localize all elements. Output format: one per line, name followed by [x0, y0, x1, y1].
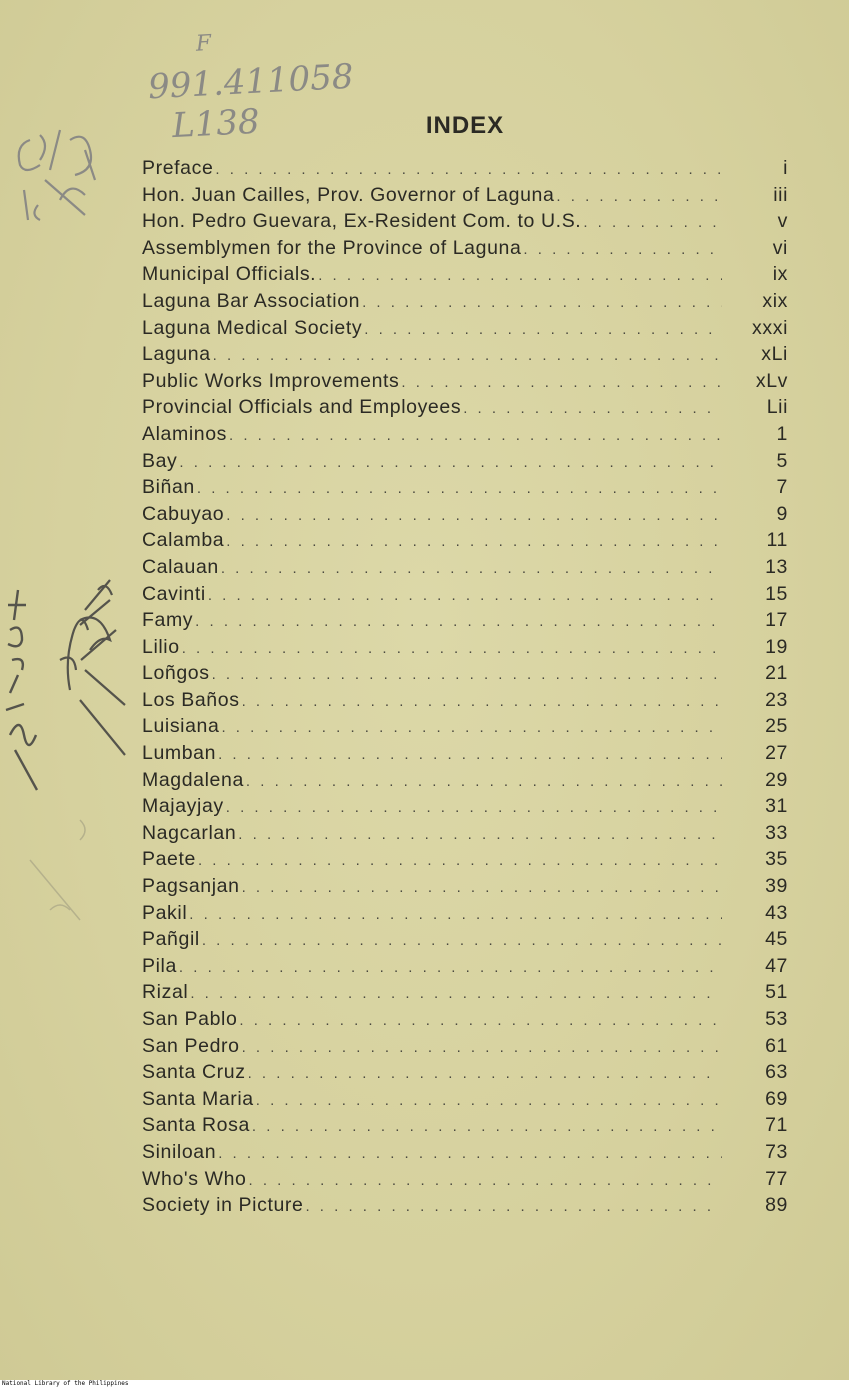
- dot-leader: [318, 263, 722, 290]
- index-entry: [142, 846, 788, 873]
- dot-leader: [523, 237, 722, 264]
- entry-label: Lilio: [142, 635, 180, 658]
- entry-page-number: 1: [776, 422, 788, 445]
- entry-label: Santa Rosa: [142, 1114, 250, 1137]
- table-of-contents: [142, 155, 788, 1219]
- dot-leader: [242, 1035, 722, 1062]
- dot-leader: [256, 1088, 722, 1115]
- index-entry: [142, 687, 788, 714]
- entry-label: San Pablo: [142, 1008, 238, 1030]
- entry-label: Santa Maria: [142, 1087, 254, 1110]
- entry-label: Luisiana: [142, 715, 220, 738]
- index-entry: [142, 1112, 788, 1139]
- entry-label: Society in Picture: [142, 1194, 304, 1217]
- dot-leader: [179, 955, 722, 982]
- dot-leader: [190, 981, 722, 1008]
- entry-label: Provincial Officials and Employees: [142, 396, 462, 419]
- call-number-line-1: F: [195, 31, 212, 57]
- entry-page-number: ix: [772, 263, 788, 286]
- entry-page-number: 89: [765, 1194, 788, 1217]
- entry-label: Public Works Improvements: [142, 369, 400, 392]
- entry-page-number: 7: [776, 476, 788, 499]
- entry-page-number: i: [783, 157, 788, 179]
- entry-page-number: xxxi: [752, 316, 788, 339]
- entry-label: Lumban: [142, 742, 217, 765]
- index-entry: [142, 208, 788, 235]
- entry-page-number: 35: [765, 848, 788, 871]
- entry-label: Los Baños: [142, 688, 240, 711]
- entry-page-number: 15: [765, 582, 788, 605]
- entry-page-number: 21: [765, 662, 788, 685]
- dot-leader: [226, 503, 722, 530]
- faint-pencil-marks: [10, 810, 110, 930]
- entry-label: Laguna Medical Society: [142, 316, 363, 339]
- entry-page-number: 53: [765, 1008, 788, 1030]
- entry-label: Bay: [142, 449, 178, 472]
- index-entry: [142, 1006, 788, 1033]
- entry-label: Majayjay: [142, 795, 224, 818]
- dot-leader: [226, 529, 722, 556]
- index-entry: [142, 394, 788, 421]
- entry-label: Magdalena: [142, 768, 244, 791]
- entry-page-number: 61: [765, 1034, 788, 1057]
- entry-page-number: 23: [765, 688, 788, 711]
- index-entry: [142, 767, 788, 794]
- index-entry: [142, 740, 788, 767]
- index-entry: [142, 873, 788, 900]
- entry-label: Calamba: [142, 529, 225, 552]
- entry-label: Paete: [142, 848, 196, 871]
- dot-leader: [239, 1008, 722, 1035]
- entry-page-number: v: [777, 210, 788, 233]
- index-entry: [142, 261, 788, 288]
- entry-page-number: 17: [765, 609, 788, 632]
- dot-leader: [305, 1194, 722, 1221]
- index-entry: [142, 474, 788, 501]
- dot-leader: [229, 423, 722, 450]
- index-entry: [142, 368, 788, 395]
- index-entry: [142, 607, 788, 634]
- dot-leader: [556, 184, 722, 211]
- index-entry: [142, 155, 788, 182]
- entry-page-number: 29: [765, 768, 788, 791]
- dot-leader: [252, 1114, 722, 1141]
- entry-page-number: Lii: [766, 396, 788, 419]
- entry-label: Assemblymen for the Province of Laguna: [142, 236, 522, 259]
- entry-page-number: 77: [765, 1167, 788, 1190]
- index-entry: [142, 1033, 788, 1060]
- index-entry: [142, 421, 788, 448]
- index-entry: [142, 315, 788, 342]
- entry-label: Hon. Juan Cailles, Prov. Governor of Laguna: [142, 183, 555, 206]
- entry-page-number: vi: [772, 236, 788, 259]
- call-number-line-2: 991.411058: [147, 56, 355, 108]
- dot-leader: [202, 928, 722, 955]
- entry-page-number: 13: [765, 555, 788, 578]
- call-number-line-3: L138: [171, 101, 261, 147]
- dot-leader: [198, 848, 722, 875]
- entry-label: Preface: [142, 157, 214, 179]
- entry-page-number: 9: [776, 502, 788, 525]
- entry-label: Municipal Officials.: [142, 263, 317, 286]
- dot-leader: [213, 343, 722, 370]
- entry-page-number: xLv: [755, 369, 788, 392]
- dot-leader: [221, 556, 722, 583]
- dot-leader: [226, 795, 722, 822]
- dot-leader: [246, 769, 722, 796]
- entry-label: Pagsanjan: [142, 875, 240, 898]
- entry-label: Pila: [142, 954, 177, 977]
- index-title: INDEX: [425, 112, 505, 139]
- dot-leader: [248, 1168, 722, 1195]
- dot-leader: [179, 450, 722, 477]
- index-entry: [142, 182, 788, 209]
- index-entry: [142, 448, 788, 475]
- entry-label: Biñan: [142, 476, 195, 499]
- entry-page-number: 11: [766, 529, 788, 552]
- dot-leader: [248, 1061, 722, 1088]
- entry-page-number: 25: [765, 715, 788, 738]
- dot-leader: [364, 317, 722, 344]
- entry-label: Laguna Bar Association: [142, 289, 361, 312]
- dot-leader: [238, 822, 722, 849]
- entry-label: Famy: [142, 609, 194, 632]
- index-entry: [142, 501, 788, 528]
- entry-label: Calauan: [142, 555, 219, 578]
- dot-leader: [218, 1141, 722, 1168]
- entry-page-number: 63: [765, 1061, 788, 1084]
- entry-label: Cabuyao: [142, 502, 225, 525]
- entry-label: Santa Cruz: [142, 1061, 246, 1084]
- index-entry: [142, 1192, 788, 1219]
- entry-label: Nagcarlan: [142, 821, 237, 844]
- index-entry: [142, 341, 788, 368]
- index-entry: [142, 554, 788, 581]
- entry-label: Pañgil: [142, 928, 200, 951]
- entry-page-number: 69: [765, 1087, 788, 1110]
- dot-leader: [189, 902, 722, 929]
- index-entry: [142, 820, 788, 847]
- dot-leader: [212, 662, 722, 689]
- entry-label: Laguna: [142, 343, 211, 366]
- entry-label: Loñgos: [142, 662, 210, 685]
- index-entry: [142, 527, 788, 554]
- entry-page-number: 73: [765, 1140, 788, 1163]
- handwritten-margin-notes: [0, 560, 130, 800]
- index-entry: [142, 900, 788, 927]
- dot-leader: [463, 396, 722, 423]
- entry-page-number: 51: [765, 981, 788, 1004]
- index-entry: [142, 1086, 788, 1113]
- dot-leader: [208, 583, 722, 610]
- entry-page-number: xLi: [761, 343, 788, 366]
- dot-leader: [221, 715, 722, 742]
- index-entry: [142, 1139, 788, 1166]
- entry-page-number: 31: [765, 795, 788, 818]
- index-entry: [142, 926, 788, 953]
- entry-page-number: 71: [765, 1114, 788, 1137]
- dot-leader: [242, 875, 722, 902]
- index-entry: [142, 634, 788, 661]
- entry-page-number: xix: [762, 289, 788, 312]
- index-entry: [142, 581, 788, 608]
- entry-page-number: 27: [765, 742, 788, 765]
- index-entry: [142, 1166, 788, 1193]
- dot-leader: [182, 636, 722, 663]
- entry-label: Rizal: [142, 981, 189, 1004]
- dot-leader: [218, 742, 722, 769]
- index-entry: [142, 793, 788, 820]
- entry-page-number: 33: [765, 821, 788, 844]
- index-entry: [142, 660, 788, 687]
- index-entry: [142, 713, 788, 740]
- entry-page-number: 43: [765, 901, 788, 924]
- index-entry: [142, 288, 788, 315]
- index-entry: [142, 235, 788, 262]
- dot-leader: [215, 157, 722, 184]
- dot-leader: [583, 210, 722, 237]
- entry-page-number: 19: [765, 635, 788, 658]
- entry-page-number: 39: [765, 875, 788, 898]
- entry-label: Siniloan: [142, 1140, 217, 1163]
- entry-label: Pakil: [142, 901, 188, 924]
- dot-leader: [242, 689, 722, 716]
- index-entry: [142, 979, 788, 1006]
- dot-leader: [197, 476, 722, 503]
- entry-page-number: 45: [765, 928, 788, 951]
- index-entry: [142, 1059, 788, 1086]
- index-entry: [142, 953, 788, 980]
- entry-page-number: 5: [776, 449, 788, 472]
- entry-page-number: 47: [765, 954, 788, 977]
- dot-leader: [362, 290, 722, 317]
- library-footer: National Library of the Philippines: [0, 1380, 849, 1388]
- dot-leader: [401, 370, 722, 397]
- dot-leader: [195, 609, 722, 636]
- entry-label: Who's Who: [142, 1167, 247, 1190]
- entry-page-number: iii: [773, 183, 788, 206]
- entry-label: Alaminos: [142, 422, 227, 445]
- entry-label: Cavinti: [142, 582, 206, 605]
- entry-label: San Pedro: [142, 1034, 240, 1057]
- entry-label: Hon. Pedro Guevara, Ex-Resident Com. to U.S.: [142, 210, 582, 233]
